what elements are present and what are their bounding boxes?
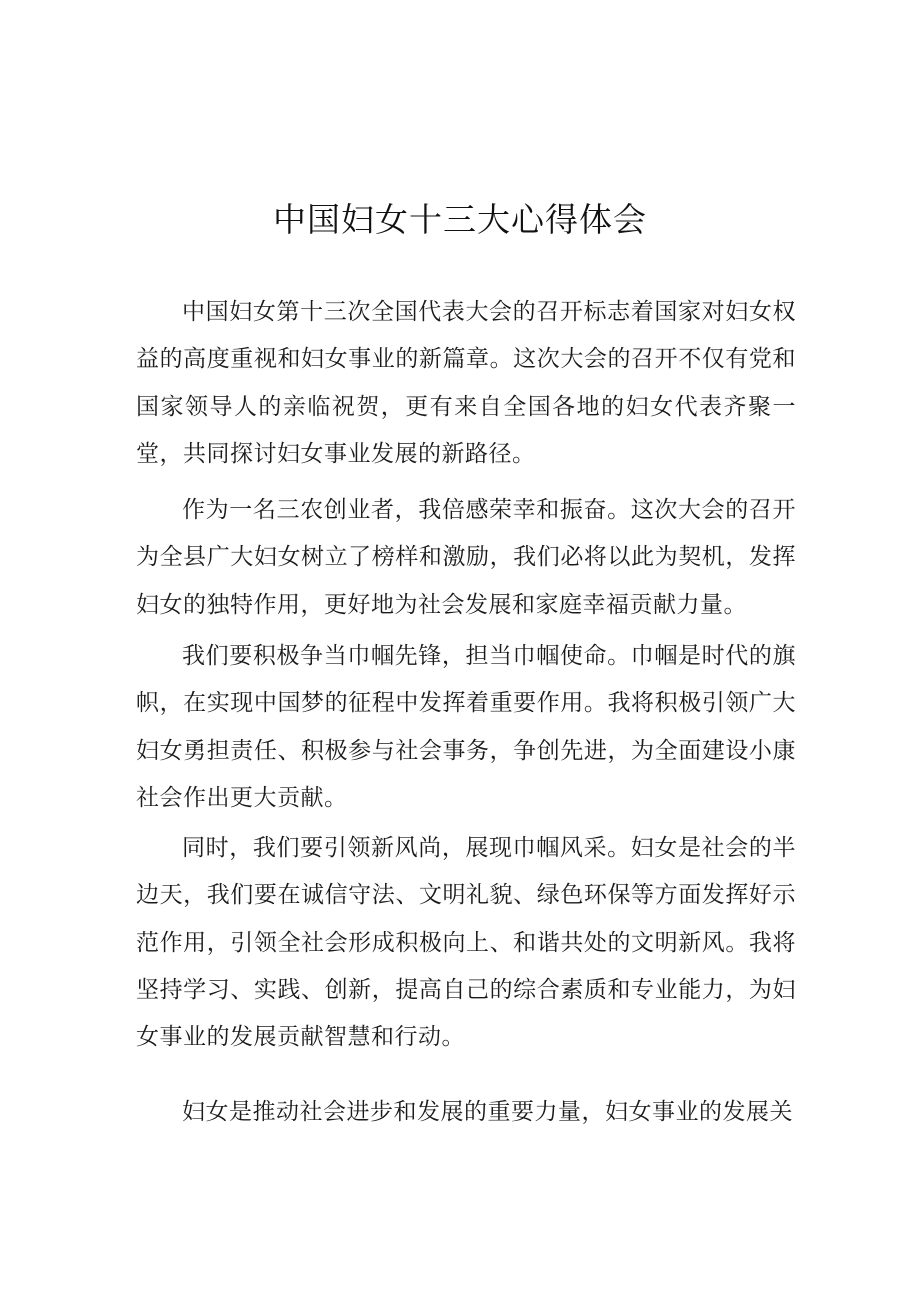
paragraph-2: 作为一名三农创业者，我倍感荣幸和振奋。这次大会的召开为全县广大妇女树立了榜样和激励，我们必将以此为契机，发挥妇女的独特作用，更好地为社会发展和家庭幸福贡献力量。 xyxy=(136,497,796,618)
paragraph-1: 中国妇女第十三次全国代表大会的召开标志着国家对妇女权益的高度重视和妇女事业的新篇章。这次大会的召开不仅有党和国家领导人的亲临祝贺，更有来自全国各地的妇女代表齐聚一堂，共同探讨妇女事业发展的新路径。 xyxy=(136,299,796,467)
paragraph-5: 妇女是推动社会进步和发展的重要力量，妇女事业的发展关 xyxy=(182,1099,793,1125)
document-title: 中国妇女十三大心得体会 xyxy=(273,200,647,239)
paragraph-4: 同时，我们要引领新风尚，展现巾帼风采。妇女是社会的半边天，我们要在诚信守法、文明礼貌、绿色环保等方面发挥好示范作用，引领全社会形成积极向上、和谐共处的文明新风。我将坚持学习、实践、创新，提高自己的综合素质和专业能力，为妇女事业的发展贡献智慧和行动。 xyxy=(136,835,796,1051)
paragraph-3: 我们要积极争当巾帼先锋，担当巾帼使命。巾帼是时代的旗帜，在实现中国梦的征程中发挥着重要作用。我将积极引领广大妇女勇担责任、积极参与社会事务，争创先进，为全面建设小康社会作出更大贡献。 xyxy=(136,643,796,811)
